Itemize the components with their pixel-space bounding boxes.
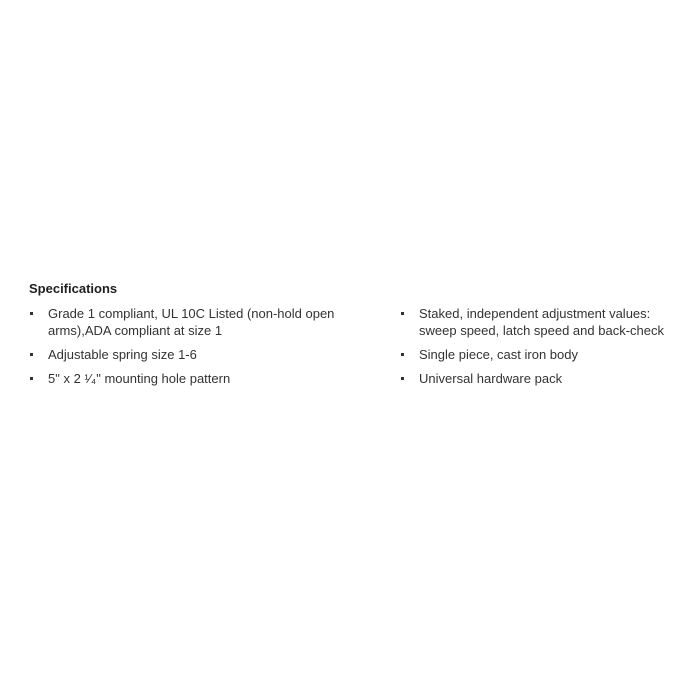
list-item bbox=[29, 346, 400, 363]
bullet-icon bbox=[401, 353, 404, 356]
bullet-icon bbox=[30, 377, 33, 380]
list-item bbox=[29, 370, 400, 387]
spec-list-right bbox=[400, 305, 689, 387]
specifications-right-column bbox=[400, 305, 689, 394]
spec-item-text: Universal hardware pack bbox=[419, 371, 563, 386]
specifications-columns bbox=[29, 305, 689, 394]
bullet-icon bbox=[401, 377, 404, 380]
bullet-icon bbox=[30, 312, 33, 315]
specifications-section bbox=[29, 280, 689, 394]
spec-list-left bbox=[29, 305, 400, 387]
spec-item-text: 5" x 2 ¹⁄₄" mounting hole pattern bbox=[48, 371, 231, 386]
bullet-icon bbox=[401, 312, 404, 315]
spec-item-text: Staked, independent adjustment values: sweep speed, latch speed and back-check bbox=[419, 306, 664, 338]
list-item bbox=[400, 370, 689, 387]
list-item bbox=[29, 305, 400, 339]
bullet-icon bbox=[30, 353, 33, 356]
list-item bbox=[400, 346, 689, 363]
specifications-left-column bbox=[29, 305, 400, 394]
list-item bbox=[400, 305, 689, 339]
spec-item-text: Grade 1 compliant, UL 10C Listed (non-hold open arms),ADA compliant at size 1 bbox=[48, 306, 335, 338]
specifications-heading: Specifications bbox=[29, 281, 118, 296]
spec-item-text: Single piece, cast iron body bbox=[419, 347, 578, 362]
spec-item-text: Adjustable spring size 1-6 bbox=[48, 347, 197, 362]
